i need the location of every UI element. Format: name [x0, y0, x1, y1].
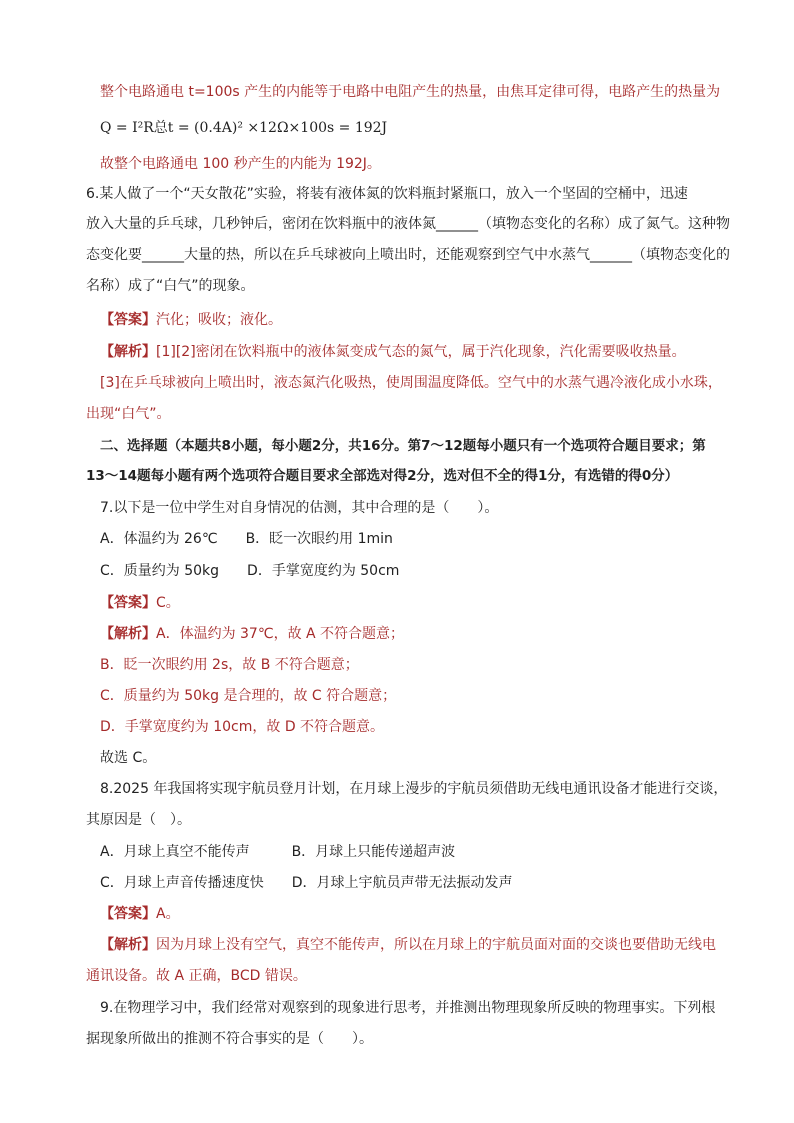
- answer-text: 汽化；吸收；液化。: [156, 312, 282, 328]
- option-line: C．质量约为 50kg D．手掌宽度约为 50cm: [100, 563, 400, 579]
- answer-line: [100, 310, 724, 330]
- analysis-tag: 【解析】: [100, 937, 156, 953]
- answer-line: [100, 904, 724, 924]
- section-heading: 二、选择题（本题共8小题，每小题2分，共16分。第7～12题每小题只有一个选项符合题目要求；第: [100, 438, 706, 454]
- text-line: D．手掌宽度约为 10cm，故 D 不符合题意。: [100, 719, 385, 735]
- analysis-line: [100, 342, 724, 362]
- analysis-tag: 【解析】: [100, 626, 156, 642]
- analysis-line: [100, 624, 724, 644]
- question-9: 9.在物理学习中，我们经常对观察到的现象进行思考，并推测出物理现象所反映的物理事实。下列根: [100, 1000, 716, 1016]
- text-line: 故整个电路通电 100 秒产生的内能为 192J。: [100, 156, 381, 172]
- answer-tag: 【答案】: [100, 906, 156, 922]
- text-line: C．质量约为 50kg 是合理的，故 C 符合题意；: [100, 688, 397, 704]
- answer-tag: 【答案】: [100, 312, 156, 328]
- heat-formula: Q = I²R总t = (0.4A)² ×12Ω×100s = 192J: [100, 120, 388, 136]
- text-line: 整个电路通电 t=100s 产生的内能等于电路中电阻产生的热量，由焦耳定律可得，电路产生的热量为: [100, 84, 721, 100]
- text-line: 据现象所做出的推测不符合事实的是（ ）。: [86, 1031, 373, 1047]
- text-line: 故选 C。: [100, 750, 157, 766]
- text-line: 出现“白气”。: [86, 406, 171, 422]
- answer-text: A。: [156, 906, 180, 922]
- text-line: B．眨一次眼约用 2s，故 B 不符合题意；: [100, 657, 359, 673]
- option-line: A．体温约为 26℃ B．眨一次眼约用 1min: [100, 531, 393, 547]
- analysis-text: 因为月球上没有空气，真空不能传声，所以在月球上的宇航员面对面的交谈也要借助无线电: [156, 937, 716, 953]
- section-heading: 13～14题每小题有两个选项符合题目要求全部选对得2分，选对但不全的得1分，有选错的得0分）: [86, 468, 679, 484]
- analysis-tag: 【解析】: [100, 344, 156, 360]
- question-8: 8.2025 年我国将实现宇航员登月计划，在月球上漫步的宇航员须借助无线电通讯设备才能进行交谈，: [100, 781, 728, 797]
- option-line: A．月球上真空不能传声 B．月球上只能传递超声波: [100, 844, 456, 860]
- text-line: 态变化要______大量的热，所以在乒乓球被向上喷出时，还能观察到空气中水蒸气______（填物态变化的: [86, 247, 730, 263]
- analysis-text: A．体温约为 37℃，故 A 不符合题意；: [156, 626, 405, 642]
- option-line: C．月球上声音传播速度快 D．月球上宇航员声带无法振动发声: [100, 875, 513, 891]
- text-line: 放入大量的乒乓球，几秒钟后，密闭在饮料瓶中的液体氮______（填物态变化的名称）成了氮气。这种物: [86, 216, 730, 232]
- answer-line: [100, 593, 724, 613]
- analysis-text: [1][2]密闭在饮料瓶中的液体氮变成气态的氮气，属于汽化现象，汽化需要吸收热量。: [156, 344, 686, 360]
- text-line: 其原因是（ ）。: [86, 812, 191, 828]
- text-line: [3]在乒乓球被向上喷出时，液态氮汽化吸热，使周围温度降低。空气中的水蒸气遇冷液化成小水珠，: [100, 375, 722, 391]
- question-7: 7.以下是一位中学生对自身情况的估测，其中合理的是（ ）。: [100, 500, 499, 516]
- question-6: 6.某人做了一个“天女散花”实验，将装有液体氮的饮料瓶封紧瓶口，放入一个坚固的空桶中，迅速: [86, 186, 688, 202]
- text-line: 通讯设备。故 A 正确，BCD 错误。: [86, 968, 307, 984]
- text-line: 名称）成了“白气”的现象。: [86, 278, 255, 294]
- answer-text: C。: [156, 595, 180, 611]
- analysis-line: [100, 935, 724, 955]
- answer-tag: 【答案】: [100, 595, 156, 611]
